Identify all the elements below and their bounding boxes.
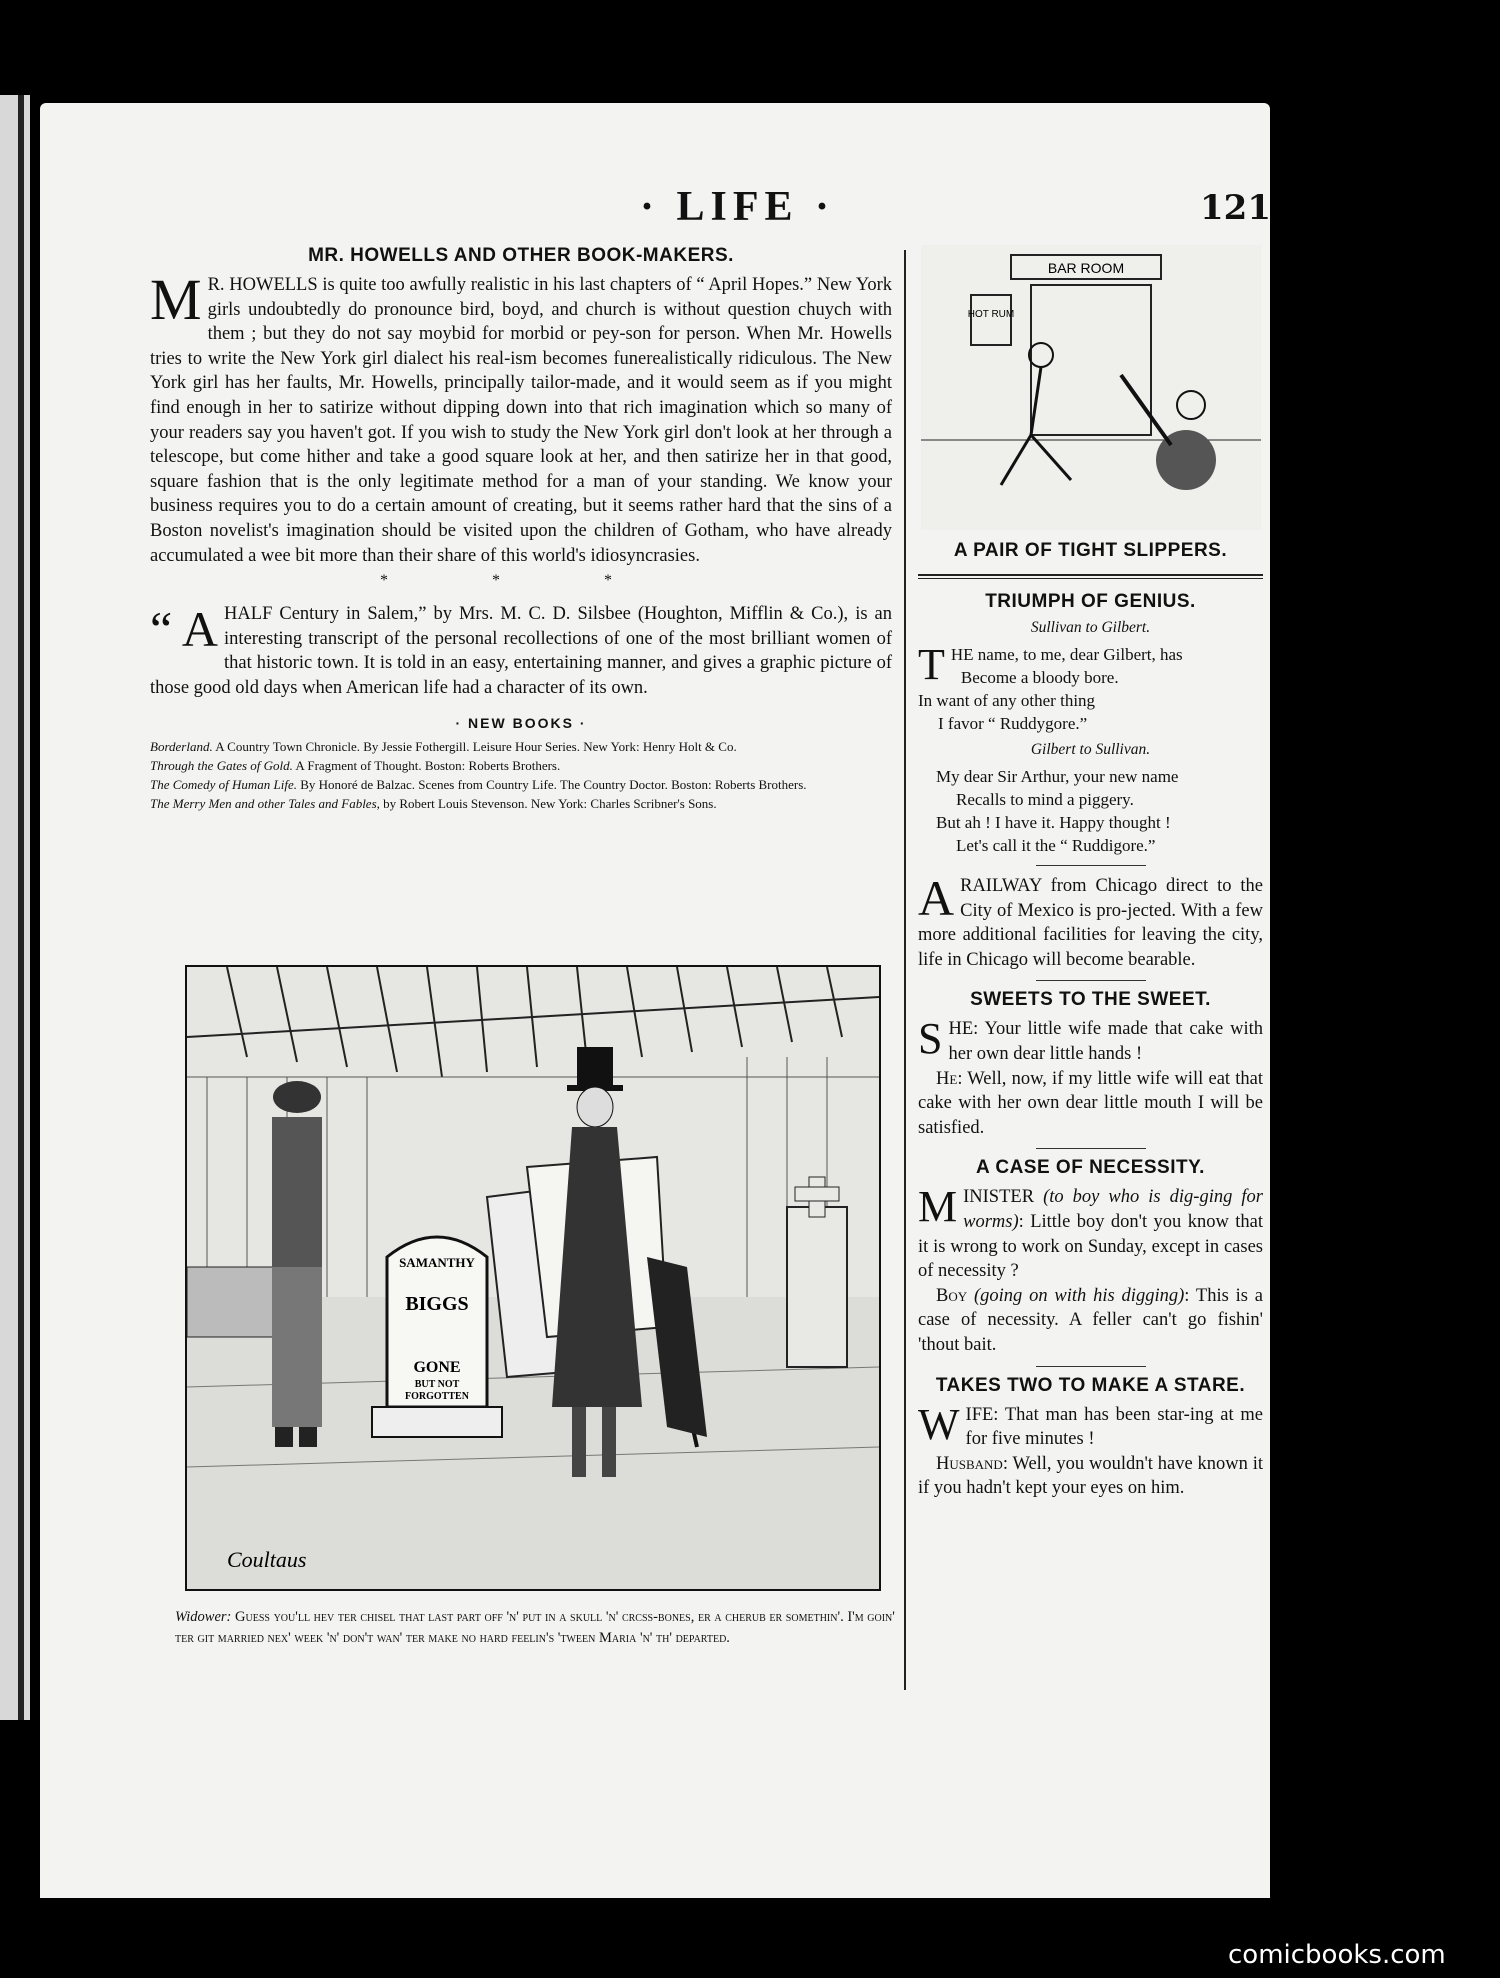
poem-subtitle: Sullivan to Gilbert. [1030, 619, 1151, 636]
poem-line: In want of any other thing [918, 691, 1096, 710]
column-divider [904, 250, 906, 1690]
article-title: MR. HOWELLS AND OTHER BOOK-MAKERS. [308, 245, 734, 266]
dialogue-text: : Well, you wouldn't have known it if you hadn't kept your eyes on him. [918, 1453, 1263, 1499]
tombstone-surname: BIGGS [405, 1293, 469, 1315]
book-details: A Fragment of Thought. Boston: Roberts Brothers. [292, 757, 561, 773]
sweets-title: SWEETS TO THE SWEET. [970, 989, 1211, 1011]
divider [1036, 980, 1146, 981]
artist-signature: Coultaus [227, 1547, 307, 1572]
poem-line: My dear Sir Arthur, your new name [936, 767, 1179, 786]
poem-stanza [918, 640, 1263, 735]
caption-speaker: Widower: [175, 1609, 232, 1625]
engraving [187, 967, 879, 1589]
left-column [150, 245, 892, 815]
facing-page-edge [0, 95, 30, 1720]
divider [918, 574, 1263, 579]
speaker-label: He [936, 1068, 958, 1089]
page-gutter [18, 95, 24, 1720]
stage-direction: (to boy who is dig-ging for worms) [963, 1187, 1263, 1232]
bar-room-sign: BAR ROOM [1047, 260, 1124, 276]
book-entry [150, 739, 892, 754]
divider [1036, 1148, 1146, 1149]
book-details: By Honoré de Balzac. Scenes from Country Life. The Country Doctor. Boston: Roberts Brothers. [296, 776, 807, 792]
book-title: The Comedy of Human Life. [150, 776, 297, 792]
drop-cap: S [918, 1014, 943, 1064]
dialogue-text: IFE: That man has been star-ing at me for five minutes ! [965, 1404, 1263, 1450]
divider [1036, 1366, 1146, 1367]
necessity-dialogue [918, 1182, 1263, 1357]
tombstone-line: FORGOTTEN [405, 1391, 469, 1402]
dialogue-text: : Your little wife made that cake with her own dear little hands ! [948, 1019, 1263, 1064]
speaker-label: Boy [936, 1285, 974, 1306]
drop-cap: A [918, 870, 955, 926]
drop-cap: M [150, 267, 202, 332]
tombstone-gone: GONE [413, 1359, 461, 1376]
poem-line: HE name, to me, dear Gilbert, has [950, 645, 1183, 664]
poem-title: TRIUMPH OF GENIUS. [985, 591, 1196, 612]
tight-slippers-cartoon [921, 245, 1261, 530]
book-entry [150, 777, 892, 792]
illustration-caption [175, 1607, 895, 1649]
review-text: HALF Century in Salem,” by Mrs. M. C. D. Silsbee (Houghton, Mifflin & Co.), is an interesting transcript of the personal recollections of one of the most brilliant women of that historic town. It is told in an easy, entertaining manner, and gives a graphic picture of those good old days when American life had a character of its own. [150, 604, 892, 698]
tombstone-line: BUT NOT [414, 1379, 460, 1390]
stonecutter-illustration [185, 965, 881, 1591]
poem-line: Become a bloody bore. [960, 668, 1119, 687]
sweets-dialogue [918, 1014, 1263, 1140]
right-column [918, 245, 1263, 1501]
book-title: Borderland. [150, 738, 213, 754]
book-title: The Merry Men and other Tales and Fables, [150, 795, 380, 811]
book-entry [150, 796, 892, 811]
review-body [150, 602, 892, 700]
speaker-label: HE [948, 1019, 974, 1040]
caption-text: Guess you'll hev ter chisel that last part off 'n' put in a skull 'n' crcss-bones, er a cherub er somethin'. I'm goin' ter git married nex' week 'n' don't wan' ter make no hard feelin's 'tween Maria 'n' th' departed. [175, 1609, 895, 1646]
poem-line: I favor “ Ruddygore.” [938, 714, 1088, 733]
railway-text: RAILWAY from Chicago direct to the City of Mexico is pro-jected. With a few more additional facilities for leaving the city, life in Chicago will become bearable. [918, 876, 1263, 970]
drop-cap: M [918, 1182, 958, 1232]
site-watermark: comicbooks.com [1228, 1940, 1446, 1970]
speaker-label: Husband [936, 1453, 1003, 1474]
drop-cap: “ A [150, 601, 219, 658]
stare-title: TAKES TWO TO MAKE A STARE. [935, 1374, 1246, 1396]
poem-line: Let's call it the “ Ruddigore.” [956, 836, 1156, 855]
stage-direction: (going on with his digging) [973, 1285, 1185, 1306]
drop-cap: W [918, 1399, 960, 1449]
book-details: A Country Town Chronicle. By Jessie Fothergill. Leisure Hour Series. New York: Henry Holt & Co. [212, 738, 737, 754]
book-title: Through the Gates of Gold. [150, 757, 293, 773]
masthead: · LIFE · [640, 184, 836, 230]
poem-line: But ah ! I have it. Happy thought ! [936, 813, 1171, 832]
dialogue-text: : This is a case of necessity. A feller can't go fishin' 'thout bait. [918, 1285, 1263, 1355]
new-books-heading: · NEW BOOKS · [455, 714, 587, 731]
page-number: 121 [1200, 188, 1271, 228]
dialogue-text: : Little boy don't you know that it is wrong to work on Sunday, except in cases of necessity ? [918, 1211, 1263, 1282]
section-stars: * * * [380, 572, 662, 590]
poem-stanza [918, 765, 1263, 857]
railway-item [918, 870, 1263, 972]
dialogue-text: : Well, now, if my little wife will eat that cake with her own dear little mouth I will be satisfied. [918, 1068, 1263, 1138]
cartoon-drawing [921, 245, 1261, 530]
tombstone-name: SAMANTHY [399, 1255, 475, 1270]
divider [1036, 865, 1146, 866]
hot-rum-sign: HOT RUM [967, 309, 1014, 320]
necessity-title: A CASE OF NECESSITY. [976, 1157, 1205, 1179]
cartoon-title: A PAIR OF TIGHT SLIPPERS. [953, 540, 1228, 561]
stare-dialogue [918, 1399, 1263, 1501]
article-body [150, 267, 892, 568]
book-entry [150, 758, 892, 773]
poem-subtitle: Gilbert to Sullivan. [1030, 741, 1151, 758]
article-text: R. HOWELLS is quite too awfully realistic in his last chapters of “ April Hopes.” New York girls undoubtedly do pronounce bird, boyd, and church is without question chuych with them ; but they do not say moybid for morbid or pey-son for person. When Mr. Howells tries to write the New York girl dialect his real-ism becomes funerealistically ridiculous. The New York girl has her faults, Mr. Howells, principally tailor-made, and it would seem as if you might find enough in her to satirize without dipping down into that rich imagination which so many of your readers say you haven't got. If you wish to study the New York girl don't look at her through a telescope, but come hither and take a good square look at her, and then satirize her in that good, square fashion that is the only legitimate method for a man of your standing. We know your business requires you to do a certain amount of creating, but it seems rather hard that the sins of a Boston novelist's imagination should be visited upon the children of Gotham, who have already accumulated a wee bit more than their share of this world's idiosyncrasies. [150, 275, 892, 566]
book-details: by Robert Louis Stevenson. New York: Charles Scribner's Sons. [379, 795, 717, 811]
poem-line: Recalls to mind a piggery. [956, 790, 1134, 809]
speaker-label: INISTER [963, 1187, 1044, 1208]
drop-cap: T [918, 640, 945, 689]
